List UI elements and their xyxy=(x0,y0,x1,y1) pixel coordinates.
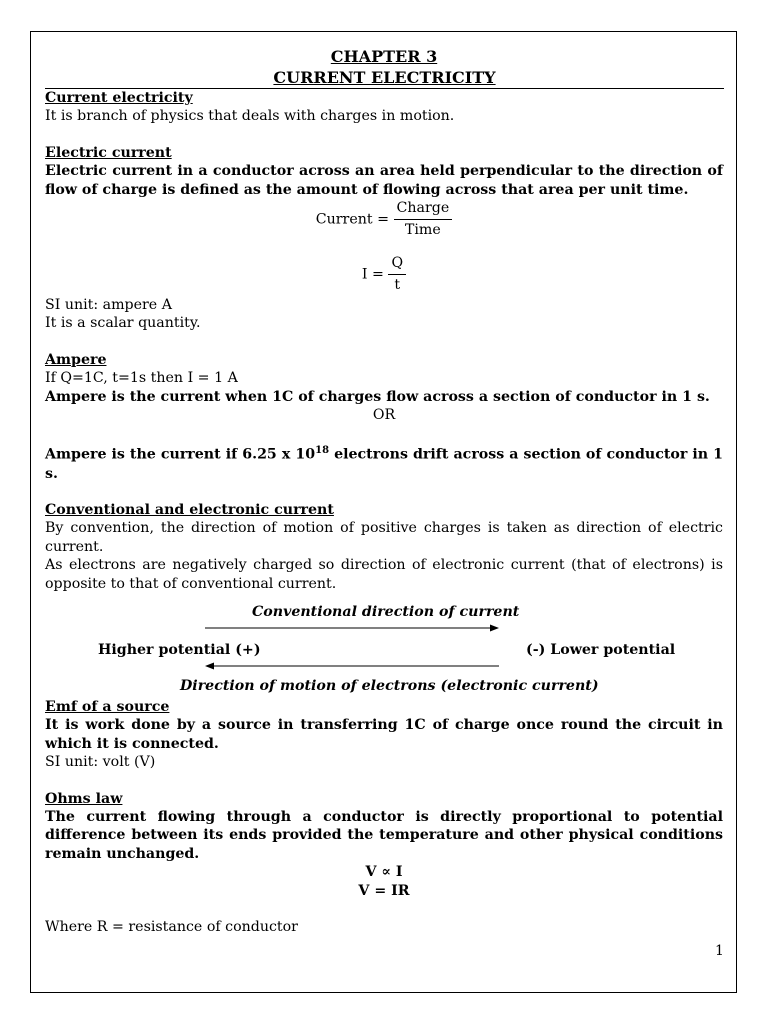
diagram-left-label: Higher potential (+) xyxy=(98,642,261,659)
ohms-law-definition: The current flowing through a conductor is directly proportional to potential difference between its ends provided the temperature and other physical conditions remain unchanged. xyxy=(45,809,723,862)
conventional-paragraph-2: As electrons are negatively charged so direction of electronic current (that of electrons) is opposite to that of conventional current. xyxy=(45,557,723,592)
resistance-note: Where R = resistance of conductor xyxy=(45,919,298,936)
si-unit-ampere: SI unit: ampere A xyxy=(45,297,172,314)
page-content xyxy=(45,46,723,937)
fraction-numerator: Q xyxy=(388,255,406,275)
ampere-example: If Q=1C, t=1s then I = 1 A xyxy=(45,370,238,387)
conventional-paragraph-1: By convention, the direction of motion of positive charges is taken as direction of electric current. xyxy=(45,520,723,555)
current-direction-diagram xyxy=(45,603,723,698)
heading-ohms-law: Ohms law xyxy=(45,790,123,807)
ampere-def2-end: electrons drift across a section of conductor in 1 s. xyxy=(45,447,723,482)
diagram-right-label: (-) Lower potential xyxy=(526,642,676,659)
ampere-definition-1: Ampere is the current when 1C of charges flow across a section of conductor in 1 s. xyxy=(45,388,710,405)
emf-definition: It is work done by a source in transferring 1C of charge once round the circuit in which it is connected. xyxy=(45,717,723,752)
chapter-number: CHAPTER 3 xyxy=(330,47,438,66)
fraction-q-t xyxy=(388,255,406,294)
fraction-numerator: Charge xyxy=(394,200,453,220)
diagram-bottom-label: Direction of motion of electrons (electronic current) xyxy=(180,678,599,695)
electric-current-definition: Electric current in a conductor across an area held perpendicular to the direction of flow of charge is defined as the amount of flowing across that area per unit time. xyxy=(45,163,723,198)
ampere-def2-exponent: 18 xyxy=(315,445,330,457)
scalar-quantity-text: It is a scalar quantity. xyxy=(45,315,201,332)
electron-arrow xyxy=(205,660,499,672)
page-number: 1 xyxy=(715,943,724,959)
formula-current-lhs: Current = xyxy=(315,211,389,228)
ampere-definition-2 xyxy=(45,442,723,483)
formula-i-q-t xyxy=(45,255,723,294)
heading-conventional-electronic: Conventional and electronic current xyxy=(45,502,334,519)
ohms-proportional: V ∝ I xyxy=(365,864,403,881)
si-unit-volt: SI unit: volt (V) xyxy=(45,754,156,771)
heading-ampere: Ampere xyxy=(45,351,107,368)
ampere-def2-start: Ampere is the current if 6.25 x 10 xyxy=(45,447,316,464)
title-rule xyxy=(45,67,724,89)
fraction-denominator: Time xyxy=(404,222,441,239)
formula-i-lhs: I = xyxy=(361,266,384,283)
heading-electric-current: Electric current xyxy=(45,144,172,161)
diagram-top-label: Conventional direction of current xyxy=(252,604,520,621)
fraction-denominator: t xyxy=(394,277,401,294)
conventional-arrow xyxy=(205,622,499,634)
fraction-charge-time xyxy=(394,200,453,239)
current-electricity-text: It is branch of physics that deals with charges in motion. xyxy=(45,108,455,125)
ohms-equation: V = IR xyxy=(358,882,410,899)
chapter-title: CURRENT ELECTRICITY xyxy=(273,68,496,87)
or-separator: OR xyxy=(372,407,396,424)
heading-emf: Emf of a source xyxy=(45,699,170,716)
heading-current-electricity: Current electricity xyxy=(45,90,193,106)
formula-current xyxy=(45,200,723,239)
